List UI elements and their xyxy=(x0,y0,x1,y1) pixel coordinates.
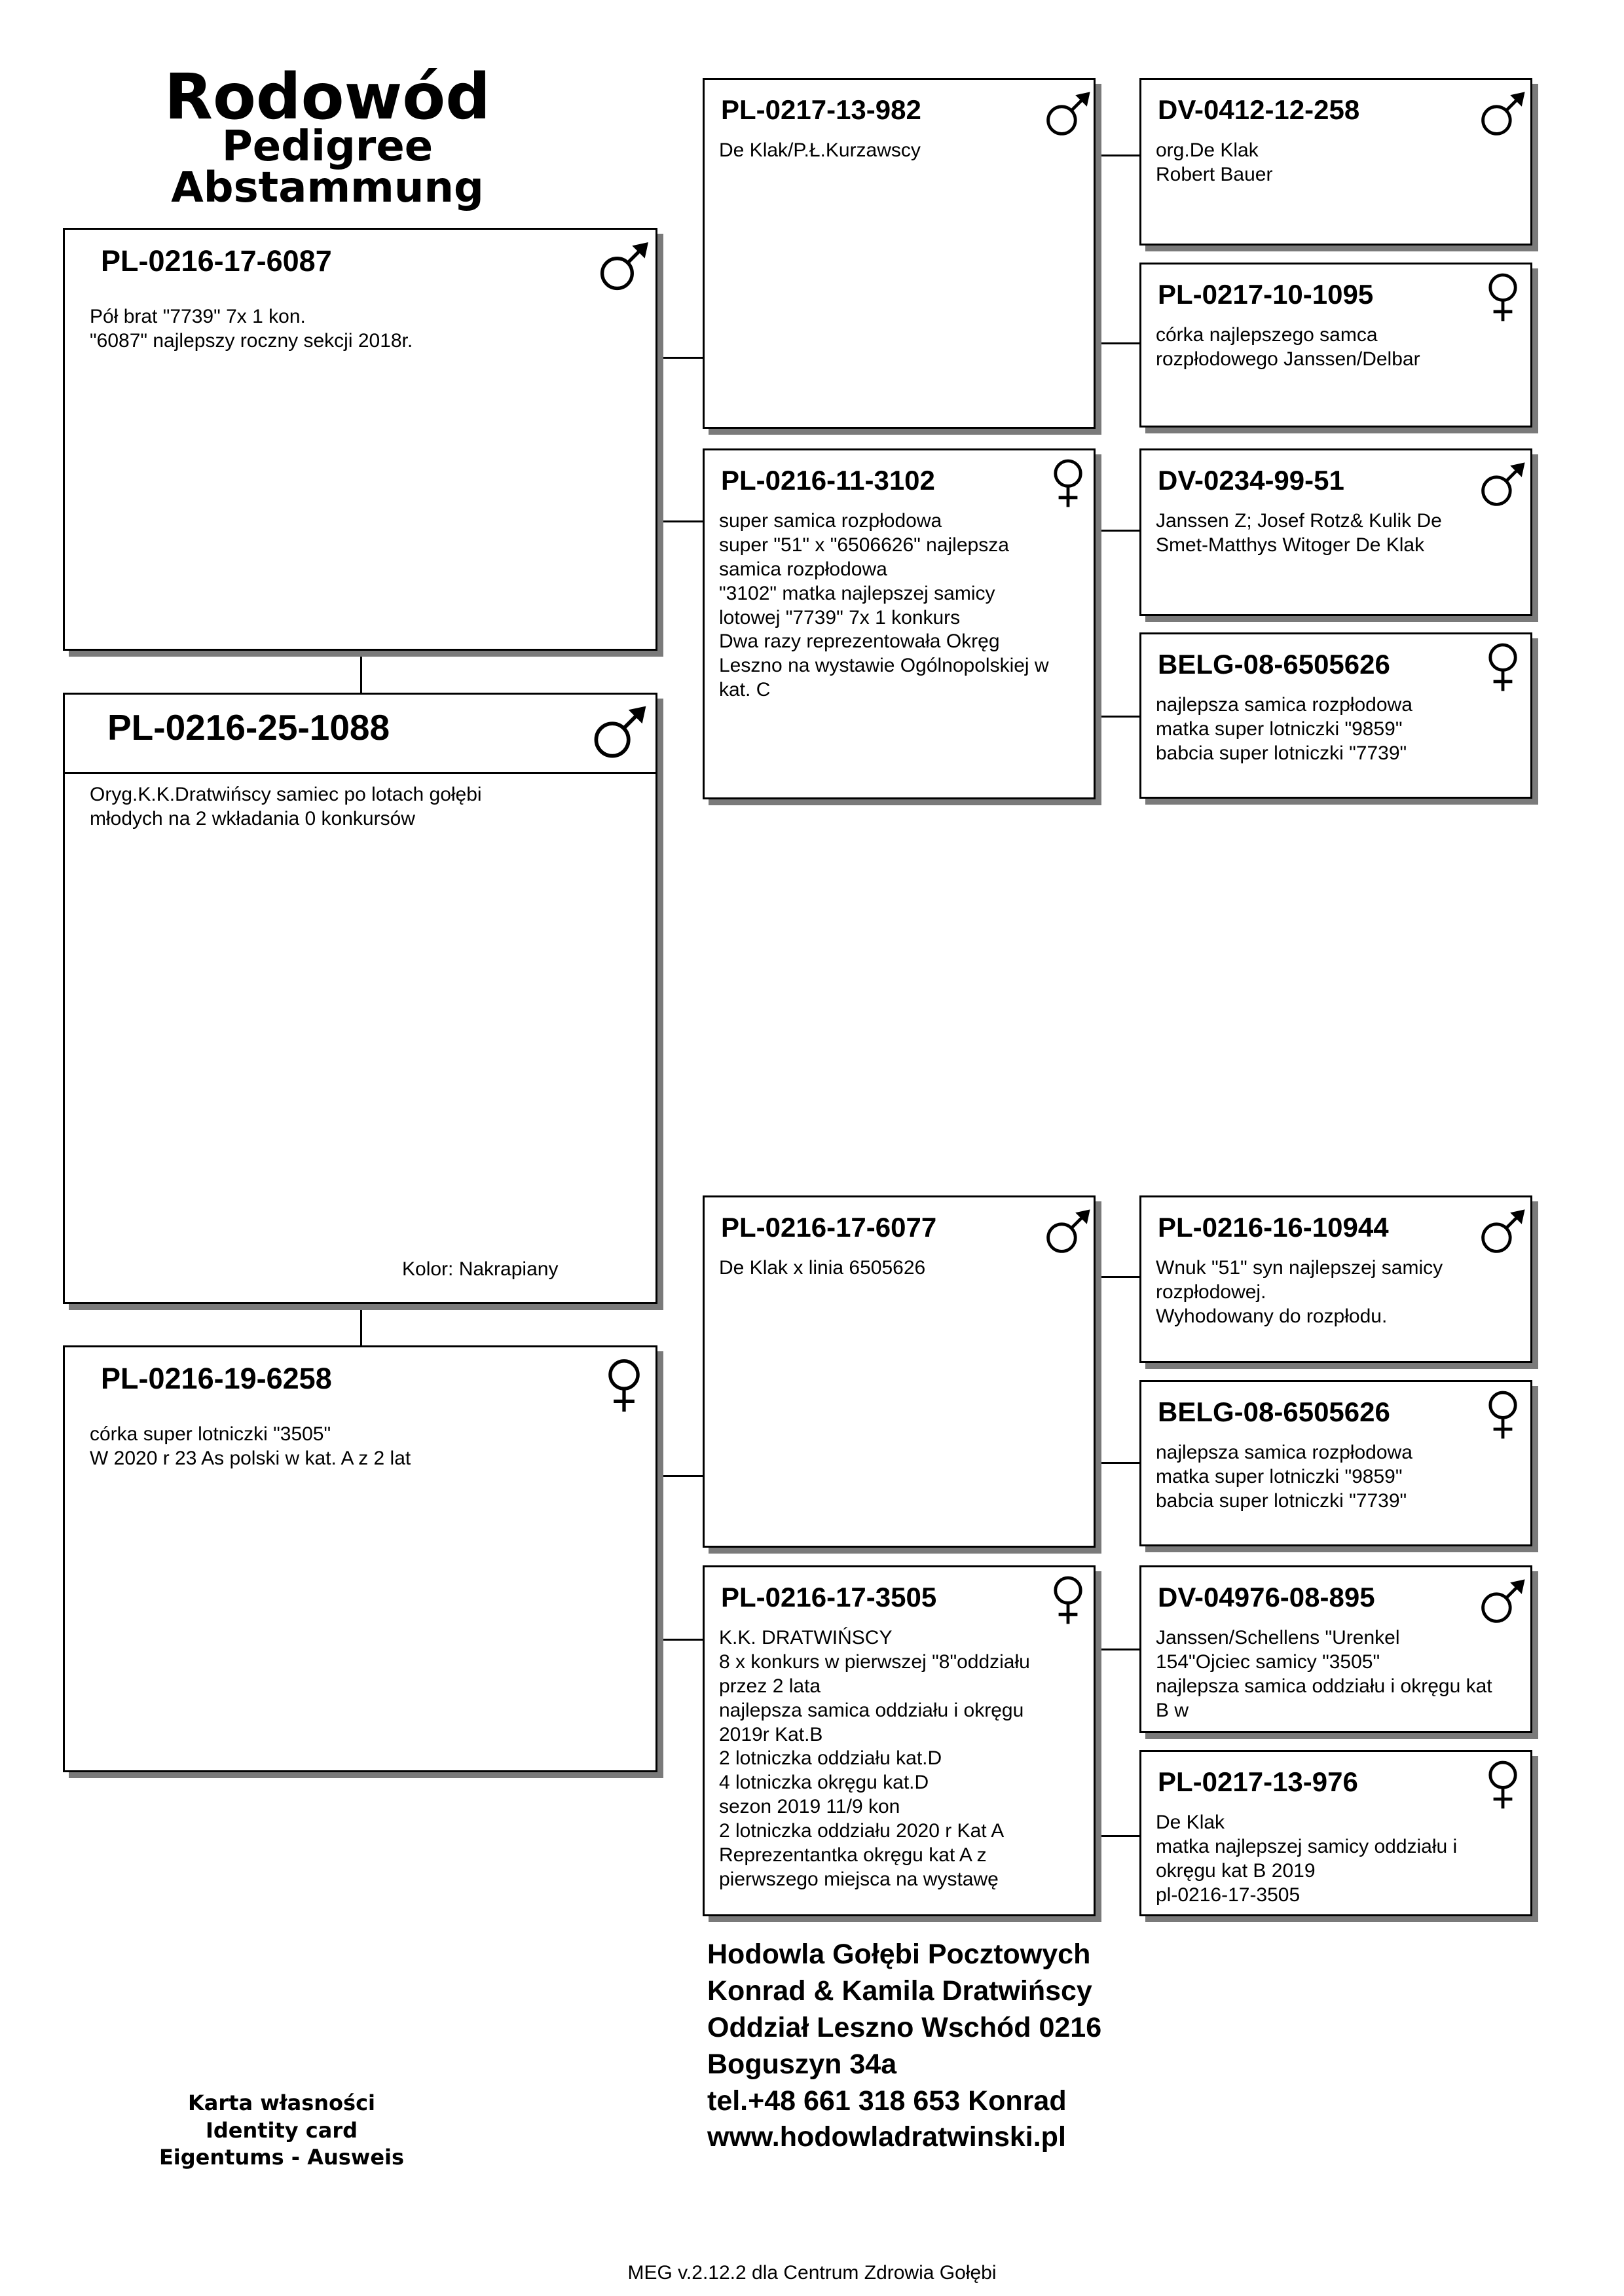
great-grandparent-card xyxy=(1139,1750,1532,1916)
ring-number: PL-0216-16-10944 xyxy=(1158,1212,1389,1243)
identity-card-en: Identity card xyxy=(205,2117,358,2143)
description: De Klak matka najlepszej samicy oddziału i okręgu kat B 2019 pl-0216-17-3505 xyxy=(1156,1812,1458,1906)
ring-number: DV-04976-08-895 xyxy=(1158,1582,1375,1613)
male-icon xyxy=(595,238,653,295)
connector-line xyxy=(360,649,362,693)
connector-line xyxy=(1094,1276,1141,1278)
identity-card-label xyxy=(118,2090,445,2172)
description: Wnuk "51" syn najlepszej samicy rozpłodowej. Wyhodowany do rozpłodu. xyxy=(1156,1257,1443,1327)
dam-ring-number: PL-0216-19-6258 xyxy=(101,1362,332,1395)
male-icon xyxy=(1042,1205,1094,1258)
female-icon xyxy=(1042,456,1094,508)
great-grandparent-card xyxy=(1139,1195,1532,1363)
subject-card xyxy=(63,693,657,1304)
male-icon xyxy=(1477,1205,1529,1258)
female-icon xyxy=(1477,640,1529,692)
description: K.K. DRATWIŃSCY 8 x konkurs w pierwszej "8"oddziału przez 2 lata najlepsza samica oddziału i okręgu 2019r Kat.B 2 lotniczka oddziału kat.D 4 lotniczka okręgu kat.D sezon 2019 11/9 kon 2 lotniczka oddziału 2020 r Kat A Reprezentantka okręgu kat A z pierwszego miejsca na wystawę xyxy=(719,1627,1030,1890)
male-icon xyxy=(1477,458,1529,511)
ring-number: PL-0216-17-3505 xyxy=(721,1582,937,1613)
connector-line xyxy=(1094,342,1141,344)
male-icon xyxy=(1477,88,1529,140)
connector-line xyxy=(655,1639,703,1641)
page-subtitle-de: Abstammung xyxy=(171,164,484,212)
great-grandparent-card xyxy=(1139,263,1532,428)
breeder-website: www.hodowladratwinski.pl xyxy=(707,2121,1066,2153)
software-footer: MEG v.2.12.2 dla Centrum Zdrowia Gołębi xyxy=(627,2262,997,2284)
description: De Klak/P.Ł.Kurzawscy xyxy=(719,139,921,161)
connector-line xyxy=(1094,530,1141,532)
male-icon xyxy=(589,701,651,763)
subject-header-divider xyxy=(65,772,655,774)
great-grandparent-card xyxy=(1139,448,1532,616)
breeder-line-1: Hodowla Gołębi Pocztowych xyxy=(707,1939,1091,1970)
great-grandparent-card xyxy=(1139,1380,1532,1546)
subject-ring-number: PL-0216-25-1088 xyxy=(107,707,390,748)
ring-number: PL-0217-10-1095 xyxy=(1158,279,1374,310)
page-subtitle-en: Pedigree xyxy=(221,122,434,171)
ring-number: PL-0216-11-3102 xyxy=(721,465,935,496)
subject-description: Oryg.K.K.Dratwińscy samiec po lotach gołębi młodych na 2 wkładania 0 konkursów xyxy=(90,784,482,829)
connector-line xyxy=(655,520,703,522)
male-icon xyxy=(1042,88,1094,140)
great-grandparent-card xyxy=(1139,1565,1532,1733)
male-icon xyxy=(1477,1575,1529,1628)
grandparent-card xyxy=(703,1195,1096,1548)
grandparent-card xyxy=(703,78,1096,429)
identity-card-de: Eigentums - Ausweis xyxy=(158,2145,405,2170)
dam-description: córka super lotniczki "3505" W 2020 r 23 As polski w kat. A z 2 lat xyxy=(90,1423,411,1469)
connector-line xyxy=(1094,1649,1141,1650)
identity-card-pl: Karta własności xyxy=(187,2090,376,2115)
connector-line xyxy=(1094,155,1141,156)
connector-line xyxy=(655,1475,703,1477)
grandparent-card xyxy=(703,1565,1096,1916)
ring-number: PL-0217-13-976 xyxy=(1158,1766,1358,1797)
breeder-info xyxy=(707,1937,1460,2156)
sire-description: Pół brat "7739" 7x 1 kon. "6087" najlepszy roczny sekcji 2018r. xyxy=(90,306,413,352)
ring-number: PL-0217-13-982 xyxy=(721,94,921,125)
great-grandparent-card xyxy=(1139,78,1532,246)
description: super samica rozpłodowa super "51" x "6506626" najlepsza samica rozpłodowa "3102" matka najlepszej samicy lotowej "7739" 7x 1 konkurs Dwa razy reprezentowała Okręg Leszno na wystawie Ogólnopolskiej w kat. C xyxy=(719,510,1049,701)
ring-number: DV-0412-12-258 xyxy=(1158,94,1360,125)
connector-line xyxy=(655,357,703,359)
connector-line xyxy=(1094,716,1141,718)
description: najlepsza samica rozpłodowa matka super lotniczki "9859" babcia super lotniczki "7739" xyxy=(1156,694,1412,764)
breeder-line-5: tel.+48 661 318 653 Konrad xyxy=(707,2085,1067,2117)
connector-line xyxy=(1094,1835,1141,1837)
female-icon xyxy=(1477,270,1529,322)
female-icon xyxy=(1042,1573,1094,1625)
great-grandparent-card xyxy=(1139,632,1532,799)
connector-line xyxy=(360,1303,362,1345)
breeder-line-4: Boguszyn 34a xyxy=(707,2048,897,2080)
description: córka najlepszego samca rozpłodowego Janssen/Delbar xyxy=(1156,324,1420,370)
page-title: Rodowód xyxy=(164,60,490,134)
description: Janssen Z; Josef Rotz& Kulik De Smet-Matthys Witoger De Klak xyxy=(1156,510,1442,556)
description: org.De Klak Robert Bauer xyxy=(1156,139,1273,185)
connector-line xyxy=(1094,1462,1141,1464)
ring-number: PL-0216-17-6077 xyxy=(721,1212,937,1243)
ring-number: BELG-08-6505626 xyxy=(1158,1396,1390,1427)
ring-number: BELG-08-6505626 xyxy=(1158,649,1390,680)
description: najlepsza samica rozpłodowa matka super lotniczki "9859" babcia super lotniczki "7739" xyxy=(1156,1442,1412,1512)
sire-ring-number: PL-0216-17-6087 xyxy=(101,244,332,278)
female-icon xyxy=(1477,1387,1529,1440)
description: Janssen/Schellens "Urenkel 154"Ojciec samicy "3505" najlepsza samica oddziału i okręgu kat B w xyxy=(1156,1627,1492,1721)
dam-card xyxy=(63,1345,657,1772)
breeder-line-2: Konrad & Kamila Dratwińscy xyxy=(707,1975,1092,2007)
sire-card xyxy=(63,228,657,651)
subject-color: Kolor: Nakrapiany xyxy=(402,1258,559,1280)
description: De Klak x linia 6505626 xyxy=(719,1257,926,1279)
female-icon xyxy=(595,1355,653,1413)
grandparent-card xyxy=(703,448,1096,799)
ring-number: DV-0234-99-51 xyxy=(1158,465,1344,496)
female-icon xyxy=(1477,1757,1529,1810)
breeder-line-3: Oddział Leszno Wschód 0216 xyxy=(707,2011,1102,2043)
